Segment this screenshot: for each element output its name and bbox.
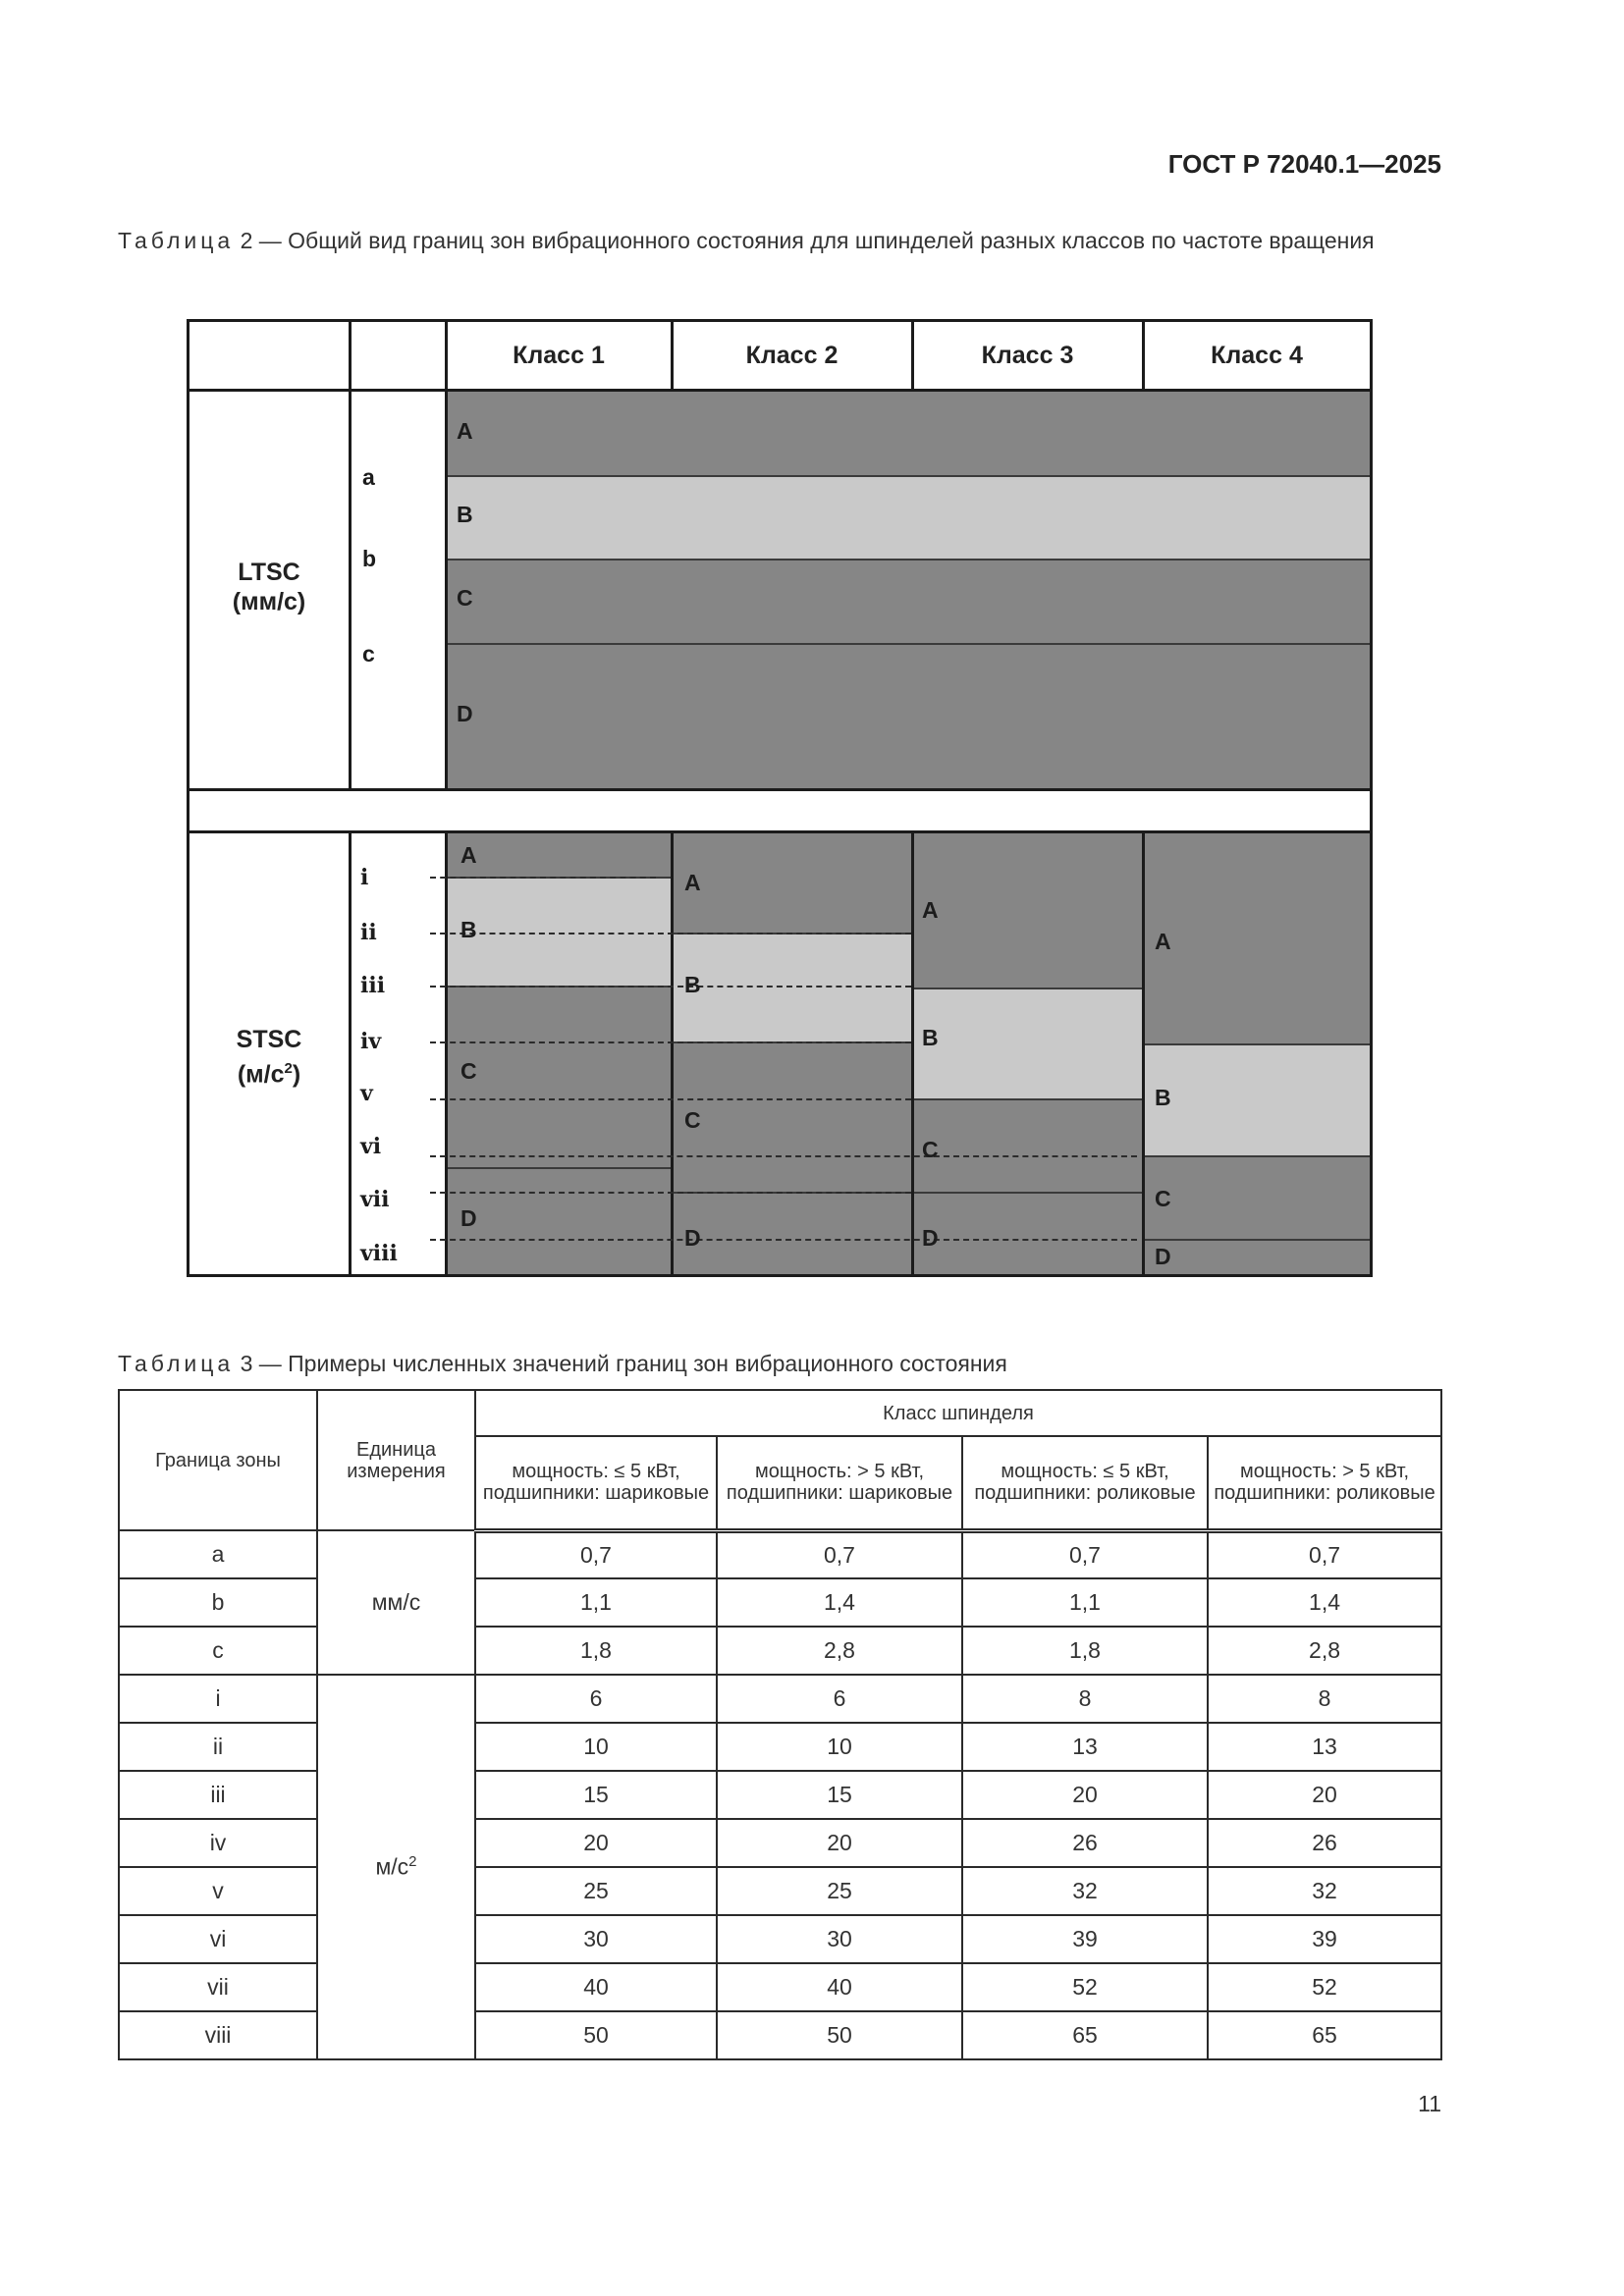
row-zone: b <box>119 1578 317 1627</box>
row-value: 10 <box>475 1723 717 1771</box>
stsc-class4-zone-c <box>1144 1155 1370 1239</box>
stsc-label-unit <box>189 1054 349 1089</box>
stsc-boundary-i: i <box>360 865 369 890</box>
stsc-class4-d: D <box>1155 1244 1171 1269</box>
stsc-class4-zone-b <box>1144 1043 1370 1155</box>
row-value: 30 <box>717 1915 962 1963</box>
stsc-boundary-v: v <box>360 1081 373 1106</box>
row-value: 20 <box>717 1819 962 1867</box>
stsc-label <box>189 1025 349 1089</box>
row-value: 32 <box>1208 1867 1441 1915</box>
row-value: 30 <box>475 1915 717 1963</box>
stsc-class1-c: C <box>460 1058 477 1084</box>
row-value: 2,8 <box>717 1627 962 1675</box>
grid-line <box>1142 830 1145 1274</box>
stsc-class4-zone-a <box>1144 832 1370 1043</box>
row-value: 65 <box>962 2011 1208 2059</box>
col-header-class-2: мощность: > 5 кВт, подшипники: шариковые <box>717 1436 962 1530</box>
table3-caption-text: 3 — Примеры численных значений границ зон вибрационного состояния <box>240 1351 1007 1376</box>
stsc-class2-zone-d <box>673 1192 913 1274</box>
class-1-header: Класс 1 <box>513 341 605 369</box>
stsc-class2-a: A <box>684 870 701 895</box>
ltsc-label-unit: (мм/с) <box>232 588 306 615</box>
row-value: 20 <box>1208 1771 1441 1819</box>
boundary-dash-vi <box>430 1155 1137 1157</box>
boundary-dash-iv <box>430 1041 911 1043</box>
stsc-label-name: STSC <box>236 1026 302 1053</box>
grid-line <box>189 830 1370 833</box>
stsc-class1-zone-a <box>447 832 673 877</box>
row-value: 40 <box>717 1963 962 2011</box>
stsc-class4-b: B <box>1155 1085 1171 1110</box>
stsc-class3-zone-c <box>913 1098 1144 1192</box>
row-value: 10 <box>717 1723 962 1771</box>
col-header-class-3: мощность: ≤ 5 кВт, подшипники: роликовые <box>962 1436 1208 1530</box>
row-value: 26 <box>962 1819 1208 1867</box>
stsc-boundary-viii: viii <box>360 1241 398 1266</box>
row-value: 1,4 <box>1208 1578 1441 1627</box>
stsc-class3-zone-a <box>913 832 1144 988</box>
document-code: ГОСТ Р 72040.1—2025 <box>1167 149 1441 179</box>
row-zone: a <box>119 1530 317 1578</box>
table3-body <box>119 1530 1441 2059</box>
stsc-unit-exp: 2 <box>284 1060 293 1077</box>
row-value: 15 <box>475 1771 717 1819</box>
row-value: 26 <box>1208 1819 1441 1867</box>
stsc-class3-zone-b <box>913 988 1144 1098</box>
row-value: 52 <box>1208 1963 1441 2011</box>
row-value: 39 <box>962 1915 1208 1963</box>
table-row <box>119 1675 1441 1723</box>
ltsc-zone-b-label: B <box>457 502 473 527</box>
ltsc-zone-a-band <box>447 391 1370 475</box>
row-value: 25 <box>475 1867 717 1915</box>
row-value: 6 <box>717 1675 962 1723</box>
ltsc-boundary-b: b <box>362 546 377 571</box>
row-value: 6 <box>475 1675 717 1723</box>
grid-line <box>445 322 448 788</box>
stsc-class1-zone-d <box>447 1167 673 1274</box>
row-zone: vii <box>119 1963 317 2011</box>
ltsc-zone-c-label: C <box>457 585 473 611</box>
ltsc-boundary-a: a <box>362 464 375 490</box>
class-3-header: Класс 3 <box>981 341 1074 369</box>
stsc-class3-a: A <box>922 897 939 923</box>
table2-caption-label: Таблица <box>118 228 235 253</box>
stsc-class2-c: C <box>684 1107 701 1133</box>
grid-line <box>445 830 448 1274</box>
grid-line <box>349 322 352 788</box>
row-value: 50 <box>717 2011 962 2059</box>
col-header-class-1: мощность: ≤ 5 кВт, подшипники: шариковые <box>475 1436 717 1530</box>
boundary-dash-v <box>430 1098 911 1100</box>
row-value: 1,1 <box>475 1578 717 1627</box>
row-value: 0,7 <box>1208 1530 1441 1578</box>
stsc-boundary-vi: vi <box>360 1134 382 1159</box>
row-value: 50 <box>475 2011 717 2059</box>
stsc-unit-base: (м/с <box>237 1060 285 1089</box>
row-value: 1,1 <box>962 1578 1208 1627</box>
stsc-class4-c: C <box>1155 1186 1171 1211</box>
table2-caption-text: 2 — Общий вид границ зон вибрационного состояния для шпинделей разных классов по частоте вращения <box>240 228 1375 253</box>
row-value: 8 <box>1208 1675 1441 1723</box>
stsc-class1-b: B <box>460 917 477 942</box>
boundary-dash-vii <box>430 1192 911 1194</box>
row-value: 8 <box>962 1675 1208 1723</box>
boundary-dash-viii <box>430 1239 1137 1241</box>
stsc-class3-c: C <box>922 1137 939 1162</box>
row-zone: c <box>119 1627 317 1675</box>
row-zone: vi <box>119 1915 317 1963</box>
row-zone: v <box>119 1867 317 1915</box>
page-number: 11 <box>1418 2091 1441 2116</box>
stsc-boundary-vii: vii <box>360 1187 390 1212</box>
row-value: 13 <box>962 1723 1208 1771</box>
stsc-class2-zone-a <box>673 832 913 933</box>
row-zone: i <box>119 1675 317 1723</box>
class-4-header: Класс 4 <box>1211 341 1303 369</box>
row-value: 1,8 <box>962 1627 1208 1675</box>
ltsc-label-name: LTSC <box>238 559 300 586</box>
ltsc-zone-a-label: A <box>457 418 473 444</box>
row-zone: iv <box>119 1819 317 1867</box>
col-header-zone: Граница зоны <box>119 1390 317 1530</box>
ltsc-zone-d-band <box>447 643 1370 788</box>
stsc-boundary-ii: ii <box>360 920 377 945</box>
ltsc-boundary-c: c <box>362 641 375 667</box>
unit-m-s2 <box>317 1675 475 2059</box>
stsc-class1-zone-b <box>447 877 673 986</box>
stsc-class3-b: B <box>922 1025 939 1050</box>
stsc-class1-zone-c <box>447 986 673 1167</box>
stsc-class2-d: D <box>684 1225 701 1251</box>
row-value: 39 <box>1208 1915 1441 1963</box>
class-2-header: Класс 2 <box>745 341 839 369</box>
row-value: 20 <box>962 1771 1208 1819</box>
table3-caption <box>118 1349 1443 1378</box>
row-value: 0,7 <box>717 1530 962 1578</box>
grid-line <box>671 830 674 1274</box>
boundary-dash-ii <box>430 933 911 934</box>
stsc-boundary-iii: iii <box>360 973 386 998</box>
table-row <box>119 1530 1441 1578</box>
grid-line <box>911 830 914 1274</box>
col-header-unit: Единица измерения <box>317 1390 475 1530</box>
grid-line <box>189 788 1370 791</box>
stsc-boundary-iv: iv <box>360 1029 382 1054</box>
stsc-class2-zone-c <box>673 1041 913 1192</box>
unit-m-s2-base: м/с <box>375 1853 409 1880</box>
row-zone: viii <box>119 2011 317 2059</box>
stsc-class3-zone-d <box>913 1192 1144 1274</box>
stsc-class4-a: A <box>1155 929 1171 954</box>
row-zone: ii <box>119 1723 317 1771</box>
row-value: 15 <box>717 1771 962 1819</box>
grid-line <box>349 830 352 1274</box>
grid-line <box>189 389 1370 392</box>
row-zone: iii <box>119 1771 317 1819</box>
row-value: 20 <box>475 1819 717 1867</box>
col-header-class-group: Класс шпинделя <box>475 1390 1441 1436</box>
ltsc-label <box>189 558 349 616</box>
row-value: 1,4 <box>717 1578 962 1627</box>
boundary-dash-i <box>430 877 656 879</box>
ltsc-zone-c-band <box>447 559 1370 643</box>
row-value: 1,8 <box>475 1627 717 1675</box>
stsc-class1-d: D <box>460 1205 477 1231</box>
zone-boundary-values-table <box>118 1389 1442 2060</box>
row-value: 25 <box>717 1867 962 1915</box>
vibration-zones-diagram <box>187 319 1373 1277</box>
stsc-class1-a: A <box>460 842 477 868</box>
stsc-unit-close: ) <box>292 1060 301 1089</box>
table3-caption-label: Таблица <box>118 1351 235 1376</box>
row-value: 0,7 <box>962 1530 1208 1578</box>
unit-mm-s: мм/с <box>317 1530 475 1675</box>
row-value: 32 <box>962 1867 1208 1915</box>
col-header-class-4: мощность: > 5 кВт, подшипники: роликовые <box>1208 1436 1441 1530</box>
row-value: 0,7 <box>475 1530 717 1578</box>
table2-caption <box>118 226 1443 255</box>
row-value: 2,8 <box>1208 1627 1441 1675</box>
unit-m-s2-exp: 2 <box>408 1853 417 1871</box>
stsc-class4-zone-d <box>1144 1239 1370 1274</box>
row-value: 13 <box>1208 1723 1441 1771</box>
stsc-class3-d: D <box>922 1225 939 1251</box>
row-value: 65 <box>1208 2011 1441 2059</box>
ltsc-zone-b-band <box>447 475 1370 559</box>
stsc-class2-b: B <box>684 972 701 997</box>
boundary-dash-iii <box>430 986 911 988</box>
ltsc-zone-d-label: D <box>457 701 473 726</box>
row-value: 40 <box>475 1963 717 2011</box>
row-value: 52 <box>962 1963 1208 2011</box>
